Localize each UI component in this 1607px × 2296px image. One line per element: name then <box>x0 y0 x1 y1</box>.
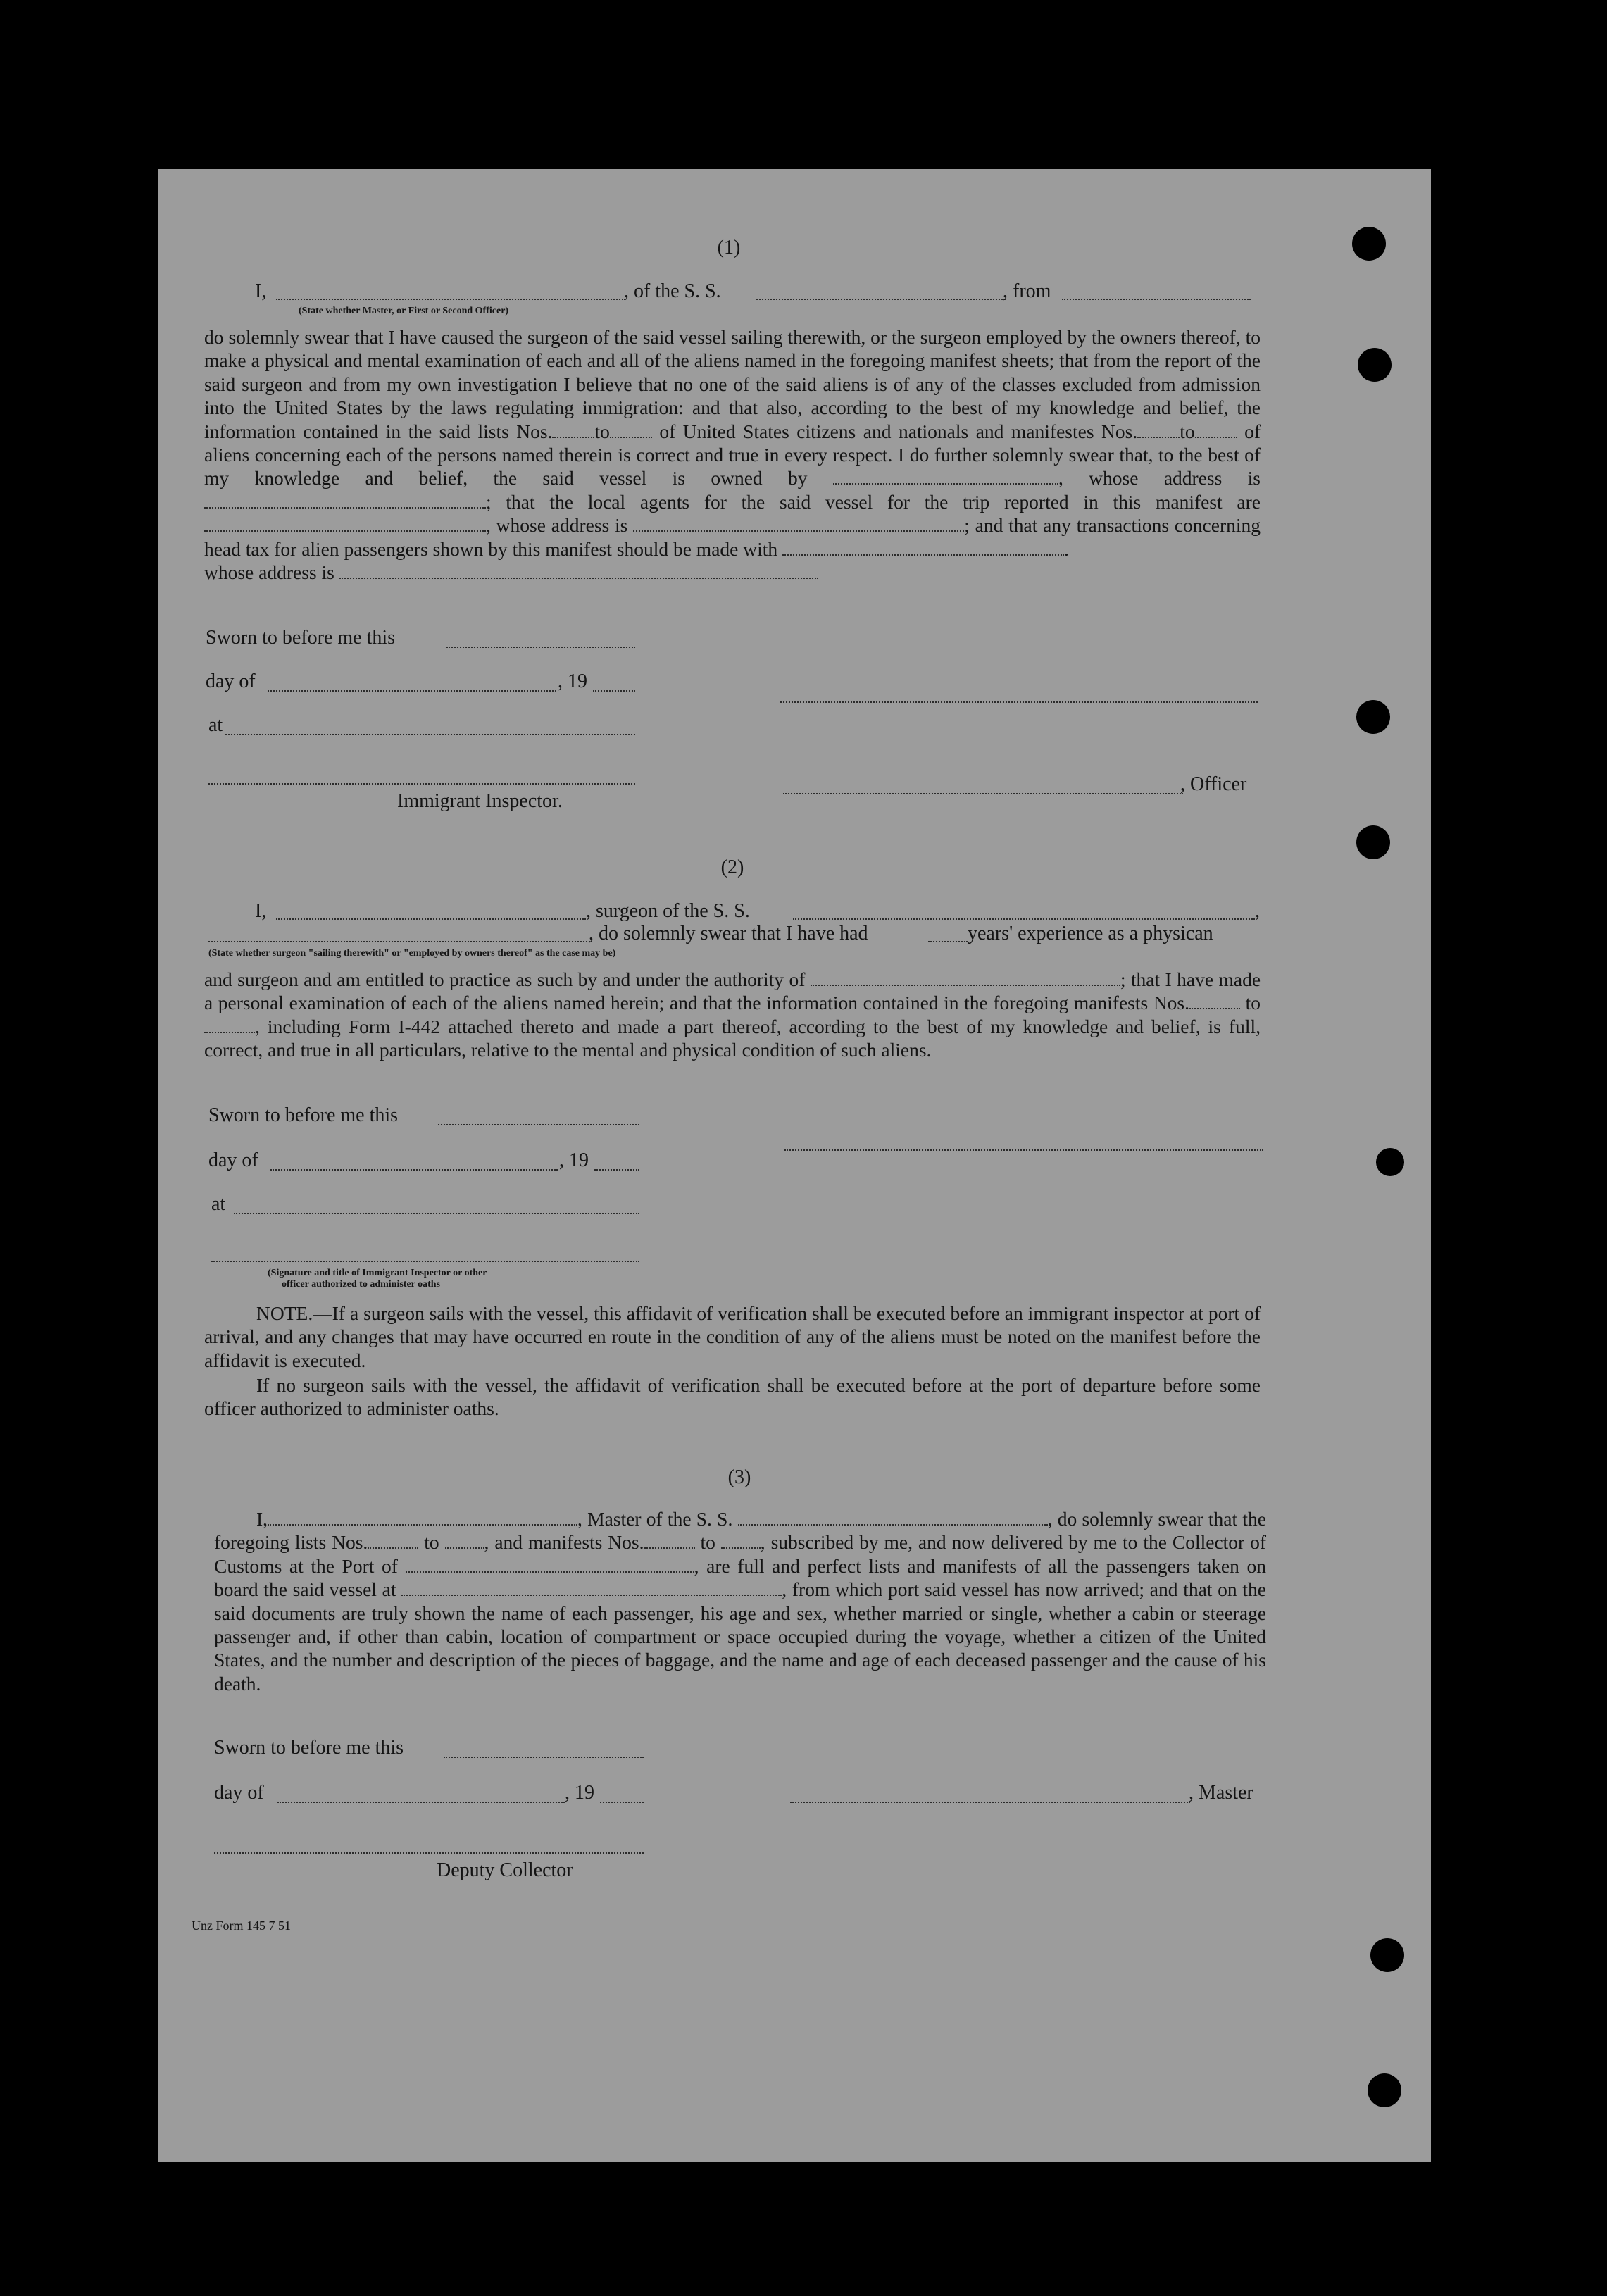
s2-oath-paragraph: and surgeon and am entitled to practice as such by and under the authority of ; that I have made a personal examination of each of the aliens named herein; and that the information contained in the foregoing manifests Nos. to, including Form I-442 attached thereto and made a part thereof, according to the best of my knowledge and belief, is full, correct, and true in all particulars, relative to the mental and physical condition of such aliens. <box>204 968 1261 1061</box>
s2-note-paragraph: NOTE.—If a surgeon sails with the vessel, this affidavit of verification shall be executed before an immigrant inspector at port of arrival, and any changes that may have occurred en route in the condition of any of the aliens must be noted on the manifest before the affidavit is executed. <box>204 1302 1261 1371</box>
s1-day-field[interactable] <box>268 690 556 692</box>
s2-swear-label: , do solemnly swear that I have had <box>589 923 868 944</box>
s3-master-signature-line[interactable] <box>790 1802 1190 1803</box>
s1-at-label: at <box>208 714 223 736</box>
s1-inspector-signature-line[interactable] <box>208 783 635 785</box>
s1-vessel-field[interactable] <box>756 299 1006 300</box>
form-identifier: Unz Form 145 7 51 <box>192 1918 291 1933</box>
s1-rank-note: (State whether Master, or First or Second Officer) <box>299 306 509 316</box>
s1-day-label: day of <box>206 670 256 692</box>
s3-day-field[interactable] <box>277 1802 565 1803</box>
s1-officer-signature-line[interactable] <box>780 701 1258 703</box>
s3-collector-signature-line[interactable] <box>214 1852 644 1854</box>
s1-from-label: , from <box>1003 280 1051 302</box>
s2-years-field[interactable] <box>928 941 968 942</box>
punch-hole <box>1370 1938 1404 1972</box>
s3-sworn-field[interactable] <box>444 1757 644 1758</box>
s1-of-ss-label: , of the S. S. <box>624 280 721 302</box>
section-3-number: (3) <box>727 1466 751 1488</box>
s1-i-label: I, <box>255 280 267 302</box>
s2-i-label: I, <box>255 900 267 922</box>
s3-deputy-label: Deputy Collector <box>437 1859 573 1881</box>
s2-at-field[interactable] <box>234 1213 639 1214</box>
s1-year-label: , 19 <box>558 670 587 692</box>
s3-year-label: , 19 <box>565 1782 594 1804</box>
s2-status-field[interactable] <box>208 941 590 942</box>
s1-from-field[interactable] <box>1062 299 1251 300</box>
s3-master-label: , Master <box>1189 1782 1253 1804</box>
s2-day-label: day of <box>208 1149 258 1171</box>
s3-year-field[interactable] <box>600 1802 644 1803</box>
s1-year-field[interactable] <box>593 690 635 692</box>
s1-officer-name-line[interactable] <box>783 793 1183 794</box>
s2-vessel-field[interactable] <box>793 918 1255 920</box>
s2-year-field[interactable] <box>594 1169 639 1171</box>
s2-surgeon-label: , surgeon of the S. S. <box>586 900 750 922</box>
s1-oath-paragraph: do solemnly swear that I have caused the surgeon of the said vessel sailing therewith, or the surgeon employed by the owners thereof, to make a physical and mental examination of each and all of the aliens named in the foregoing manifest sheets; that from the report of the said surgeon and from my own investigation I believe that no one of the said aliens is of any of the classes excluded from admission into the United States by the laws regulating immigration: and that also, according to the best of my knowledge and belief, the information contained in the said lists Nos. to of United States citizens and nationals and manifestes Nos. to of aliens concerning each of the persons named therein is correct and true in every respect. I do further solemnly swear that, to the best of my knowledge and belief, the said vessel is owned by , whose address is ; that the local agents for the said vessel for the trip reported in this manifest are , whose address is ; and that any transactions concerning head tax for alien passengers shown by this manifest should be made with . whose address is <box>204 326 1261 584</box>
punch-hole <box>1352 227 1386 261</box>
s2-years-label: years' experience as a physican <box>968 923 1213 944</box>
s1-sworn-field[interactable] <box>446 647 635 648</box>
s2-sworn-field[interactable] <box>438 1124 639 1125</box>
s1-inspector-label: Immigrant Inspector. <box>397 790 563 812</box>
s2-surgeon-signature-line[interactable] <box>784 1149 1263 1151</box>
s3-sworn-label: Sworn to before me this <box>214 1737 404 1759</box>
punch-hole <box>1356 825 1390 859</box>
punch-hole <box>1358 348 1392 382</box>
s3-day-label: day of <box>214 1782 264 1804</box>
s2-sworn-label: Sworn to before me this <box>208 1104 399 1126</box>
s2-year-label: , 19 <box>559 1149 589 1171</box>
punch-hole <box>1356 700 1390 734</box>
s2-signature-note-2: officer authorized to administer oaths <box>282 1279 441 1290</box>
s2-status-note: (State whether surgeon "sailing therewith" or "employed by owners thereof" as the case may be) <box>208 948 616 959</box>
s2-day-field[interactable] <box>270 1169 558 1171</box>
s1-name-field[interactable] <box>276 299 625 300</box>
s2-note-paragraph-2: If no surgeon sails with the vessel, the affidavit of verification shall be executed before at the port of departure before some officer authorized to administer oaths. <box>204 1374 1261 1420</box>
punch-hole <box>1368 2073 1401 2107</box>
s2-at-label: at <box>211 1193 226 1215</box>
section-1-number: (1) <box>717 237 741 258</box>
punch-hole <box>1376 1148 1404 1176</box>
s1-sworn-label: Sworn to before me this <box>206 627 396 649</box>
s3-oath-paragraph: I, , Master of the S. S. , do solemnly swear that the foregoing lists Nos. to , and manifests Nos. to , subscribed by me, and now delivered by me to the Collector of Customs at the Port of , are full and perfect lists and manifests of all the passengers taken on board the said vessel at , from which port said vessel has now arrived; and that on the said documents are truly shown the name of each passenger, his age and sex, whether married or single, whether a cabin or steerage passenger and, if other than cabin, location of compartment or space occupied during the voyage, whether a citizen of the United States, and the number and description of the pieces of baggage, and the name and age of each deceased passenger and the cause of his death. <box>214 1508 1267 1695</box>
s2-inspector-signature-line[interactable] <box>211 1261 639 1262</box>
s2-name-field[interactable] <box>276 918 586 920</box>
s1-at-field[interactable] <box>225 734 635 735</box>
s2-signature-note-1: (Signature and title of Immigrant Inspector or other <box>268 1268 487 1278</box>
s2-comma: , <box>1255 900 1260 922</box>
section-2-number: (2) <box>720 856 744 878</box>
s1-officer-label: , Officer <box>1180 773 1247 795</box>
